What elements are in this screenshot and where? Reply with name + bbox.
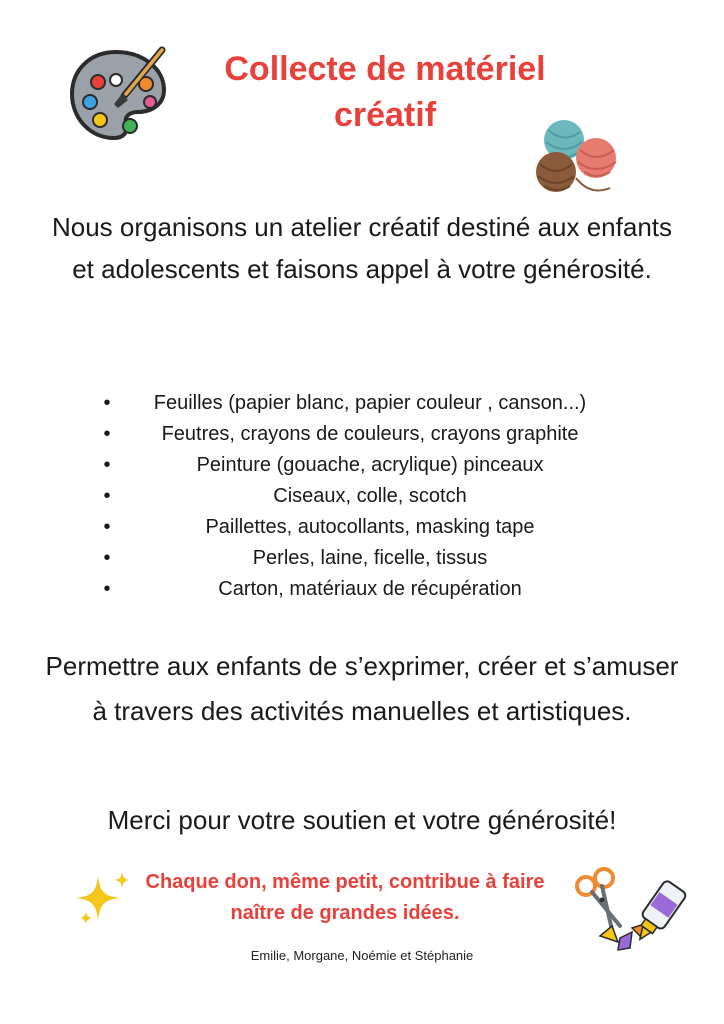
list-item-text: Perles, laine, ficelle, tissus (252, 547, 488, 569)
bullet: • (103, 454, 111, 476)
list-item (100, 481, 620, 512)
list-item (100, 543, 620, 574)
bullet: • (103, 423, 111, 445)
list-item-text: Feutres, crayons de couleurs, crayons graphite (161, 423, 579, 445)
intro-text: Nous organisons un atelier créatif destiné aux enfants et adolescents et faisons appel à votre générosité. (51, 212, 673, 284)
bullet: • (103, 578, 111, 600)
thanks-text: Merci pour votre soutien et votre générosité! (107, 805, 617, 835)
list-item-text: Paillettes, autocollants, masking tape (205, 516, 535, 538)
list-item (100, 574, 620, 605)
list-item-text: Ciseaux, colle, scotch (273, 485, 467, 507)
signature: Emilie, Morgane, Noémie et Stéphanie (250, 948, 474, 963)
list-item-text: Peinture (gouache, acrylique) pinceaux (196, 454, 544, 476)
page-title: Collecte de matériel créatif (224, 50, 546, 134)
list-item (100, 512, 620, 543)
scissors-glue-icon (572, 866, 690, 956)
purpose-text: Permettre aux enfants de s’exprimer, créer et s’amuser à travers des activités manuelles et artistiques. (45, 651, 679, 726)
list-item (100, 419, 620, 450)
sparkles-icon (74, 868, 134, 928)
tagline: Chaque don, même petit, contribue à faire naître de grandes idées. (145, 871, 545, 924)
palette-icon (68, 44, 168, 144)
bullet: • (103, 547, 111, 569)
bullet: • (103, 392, 111, 414)
list-item (100, 450, 620, 481)
list-item-text: Feuilles (papier blanc, papier couleur , canson...) (153, 392, 587, 414)
material-list (100, 388, 620, 605)
list-item (100, 388, 620, 419)
bullet: • (103, 516, 111, 538)
list-item-text: Carton, matériaux de récupération (218, 578, 522, 600)
bullet: • (103, 485, 111, 507)
yarn-balls-icon (530, 118, 630, 198)
